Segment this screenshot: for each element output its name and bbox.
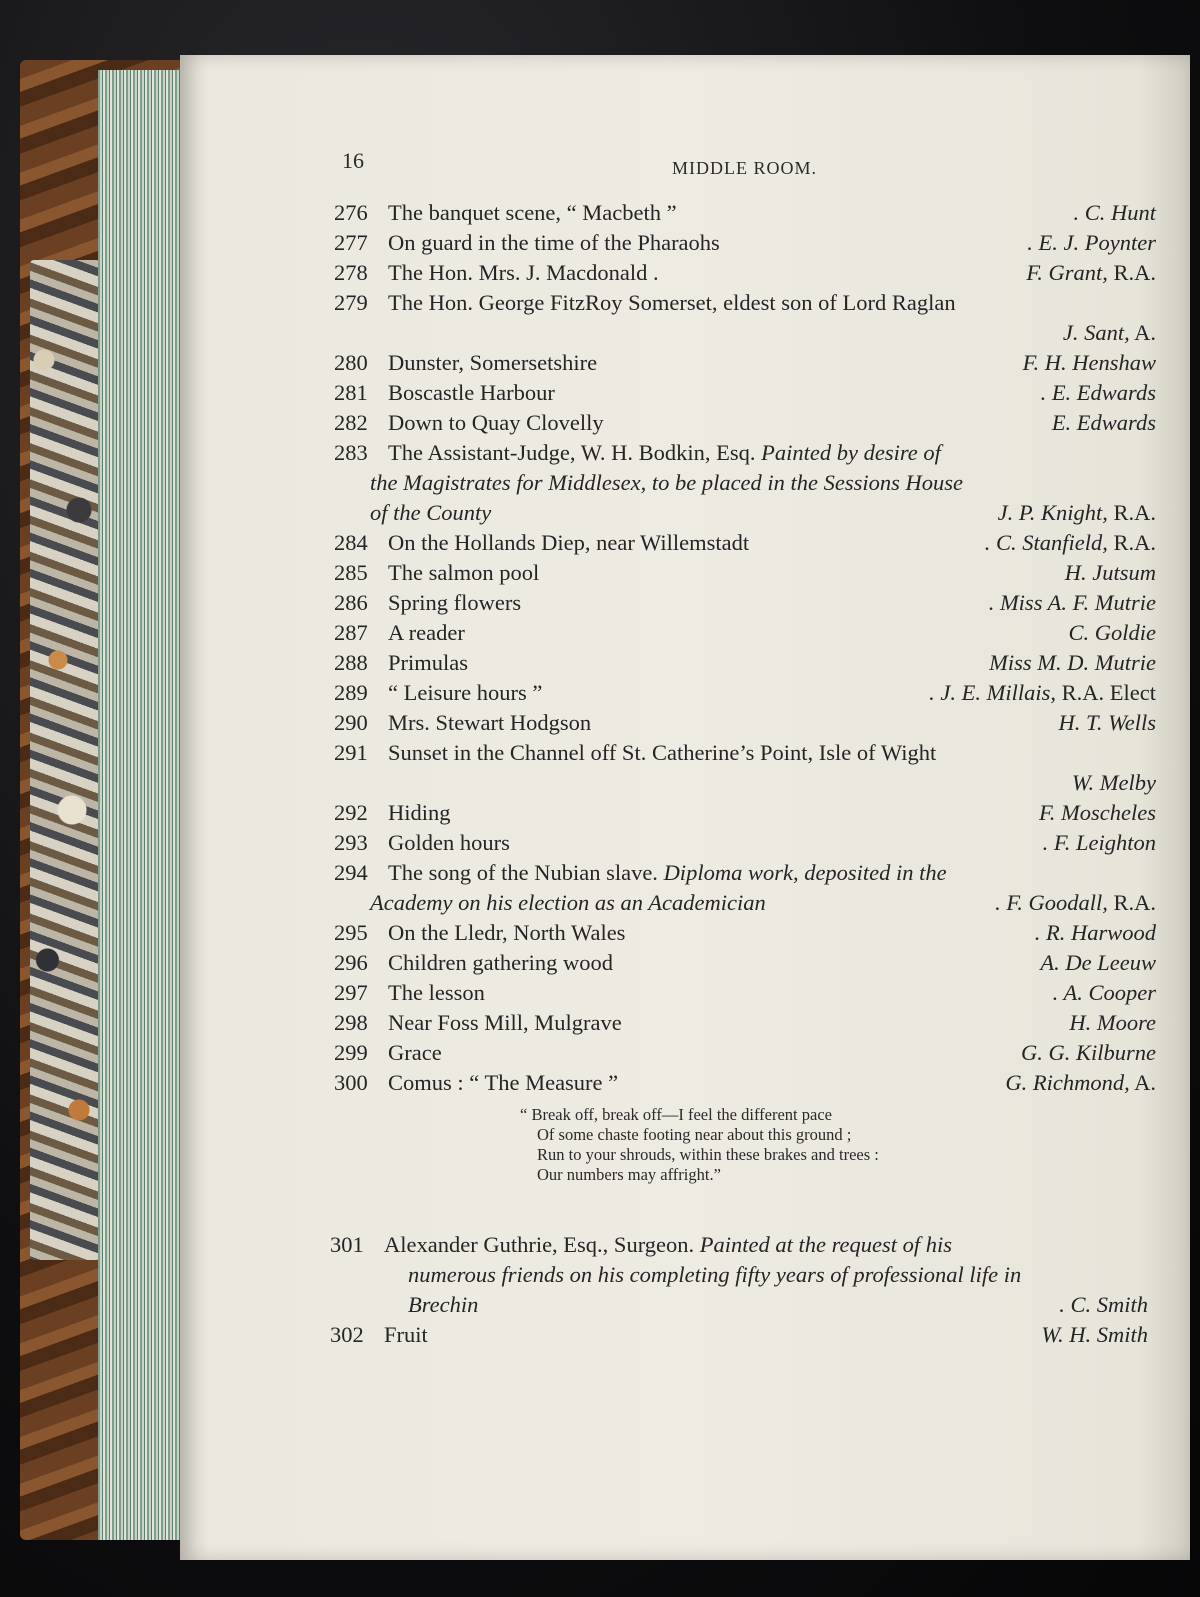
catalogue-entry: 288 Primulas Miss M. D. Mutrie	[334, 650, 1156, 675]
catalogue-entry: 278 The Hon. Mrs. J. Macdonald . F. Grant, R.A.	[334, 260, 1156, 285]
catalogue-entry-continuation: W. Melby	[1071, 770, 1156, 795]
catalogue-entry: 290 Mrs. Stewart Hodgson H. T. Wells	[334, 710, 1156, 735]
catalogue-entry: 287 A reader C. Goldie	[334, 620, 1156, 645]
catalogue-entry: 294 The song of the Nubian slave. Diploma work, deposited in the	[334, 860, 947, 885]
catalogue-entry: 282 Down to Quay Clovelly E. Edwards	[334, 410, 1156, 435]
catalogue-entry: 291 Sunset in the Channel off St. Catherine’s Point, Isle of Wight	[334, 740, 937, 765]
verse-line: “ Break off, break off—I feel the different pace	[520, 1105, 832, 1124]
catalogue-entry: 302 Fruit W. H. Smith	[330, 1322, 1148, 1347]
catalogue-entry: 284 On the Hollands Diep, near Willemstadt . C. Stanfield, R.A.	[334, 530, 1156, 555]
catalogue-entry: 277 On guard in the time of the Pharaohs . E. J. Poynter	[334, 230, 1156, 255]
catalogue-entry: 289 “ Leisure hours ” . J. E. Millais, R.A. Elect	[334, 680, 1156, 705]
catalogue-entry: 285 The salmon pool H. Jutsum	[334, 560, 1156, 585]
catalogue-entry-note: the Magistrates for Middlesex, to be placed in the Sessions House	[370, 470, 964, 495]
catalogue-entry-note: Brechin . C. Smith	[408, 1292, 1148, 1317]
catalogue-entries-continued	[330, 1232, 1148, 1352]
catalogue-entry: 281 Boscastle Harbour . E. Edwards	[334, 380, 1156, 405]
catalogue-entry-note: of the County J. P. Knight, R.A.	[370, 500, 1156, 525]
catalogue-entries	[334, 200, 1156, 1100]
catalogue-entry-note: numerous friends on his completing fifty years of professional life in	[408, 1262, 1022, 1287]
verse-line: Our numbers may affright.”	[537, 1165, 721, 1184]
catalogue-entry: 299 Grace G. G. Kilburne	[334, 1040, 1156, 1065]
verse-line: Run to your shrouds, within these brakes and trees :	[537, 1145, 879, 1164]
catalogue-entry-note: Academy on his election as an Academician . F. Goodall, R.A.	[370, 890, 1156, 915]
running-head: MIDDLE ROOM.	[672, 158, 817, 178]
page-number: 16	[342, 148, 364, 173]
catalogue-entry: 295 On the Lledr, North Wales . R. Harwood	[334, 920, 1156, 945]
catalogue-entry: 292 Hiding F. Moscheles	[334, 800, 1156, 825]
catalogue-entry: 296 Children gathering wood A. De Leeuw	[334, 950, 1156, 975]
catalogue-entry: 297 The lesson . A. Cooper	[334, 980, 1156, 1005]
page-block-edges	[98, 70, 180, 1540]
catalogue-entry: 283 The Assistant-Judge, W. H. Bodkin, Esq. Painted by desire of	[334, 440, 941, 465]
catalogue-entry: 276 The banquet scene, “ Macbeth ” . C. Hunt	[334, 200, 1156, 225]
catalogue-entry: 293 Golden hours . F. Leighton	[334, 830, 1156, 855]
catalogue-entry: 298 Near Foss Mill, Mulgrave H. Moore	[334, 1010, 1156, 1035]
catalogue-entry: 280 Dunster, Somersetshire F. H. Henshaw	[334, 350, 1156, 375]
catalogue-entry-continuation: J. Sant, A.	[1062, 320, 1156, 345]
catalogue-entry: 301 Alexander Guthrie, Esq., Surgeon. Painted at the request of his	[330, 1232, 953, 1257]
catalogue-entry: 300 Comus : “ The Measure ” G. Richmond, A.	[334, 1070, 1156, 1095]
catalogue-entry: 279 The Hon. George FitzRoy Somerset, eldest son of Lord Raglan	[334, 290, 956, 315]
catalogue-entry: 286 Spring flowers . Miss A. F. Mutrie	[334, 590, 1156, 615]
marbled-endpaper	[30, 260, 100, 1260]
verse-line: Of some chaste footing near about this ground ;	[537, 1125, 852, 1144]
verse-quotation	[520, 1105, 879, 1185]
